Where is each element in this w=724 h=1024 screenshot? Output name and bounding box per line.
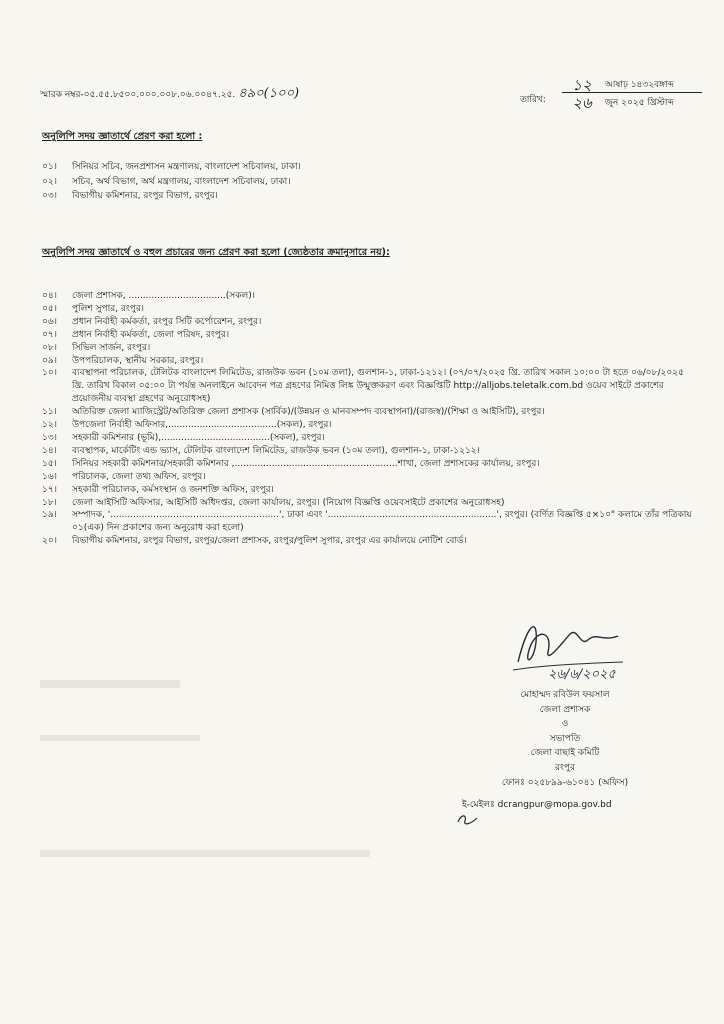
initial-mark-icon [455, 812, 481, 828]
list-item: ০৪। জেলা প্রশাসক, ..................................(সকল)। [42, 291, 255, 301]
list-item: ১৭। সহকারী পরিচালক, কর্মসংস্থান ও জনশক্তি অফিস, রংপুর। [42, 484, 274, 495]
memo-number: স্মারক নম্বর-০৫.৫৫.৮৫০০.০০০.০০৮.০৬.০০৪৭.২৫. ৪৯০(১০০) [40, 86, 300, 101]
list-item: ০৫। পুলিশ সুপার, রংপুর। [42, 303, 145, 314]
signer-title2: সভাপতি [549, 733, 581, 744]
list-item: ১৮। জেলা আইসিটি অফিসার, আইসিটি অধিদপ্তর, জেলা কার্যালয়, রংপুর। (নিয়োগ বিজ্ঞপ্তি ওয়েবসাইটে প্রকাশের অনুরোধসহ) [42, 497, 505, 508]
section2-heading: অনুলিপি সদয় জ্ঞাতার্থে ও বহুল প্রচারের জন্য প্রেরণ করা হলো (জ্যেষ্ঠতার ক্রমানুসারে নয়): [42, 247, 390, 258]
list-item: ০৬। প্রধান নির্বাহী কর্মকর্তা, রংপুর সিটি কর্পোরেশন, রংপুর। [42, 316, 262, 327]
signer-and: ও [561, 719, 569, 730]
signer-place: রংপুর [555, 762, 575, 773]
list-item: ১৪। ব্যবস্থাপক, মার্কেটিং এন্ড ভ্যাস, টেলিটক বাংলাদেশ লিমিটেড, রাজউক ভবন (১০ম তলা), গুলশান-১, ঢাকা-১২১২। [42, 445, 480, 456]
section2-list [42, 290, 692, 548]
bleed-through-mark [40, 850, 370, 857]
handwritten-memo-suffix: ৪৯০(১০০) [238, 86, 300, 101]
signer-title: জেলা প্রশাসক [539, 704, 591, 715]
list-item: ১০। ব্যবস্থাপনা পরিচালক, টেলিটক বাংলাদেশ লিমিটেড, রাজউক ভবন (১০ম তলা), গুলশান-১, ঢাকা-১২১২। (০৭/০৭/২০২৫ খ্রি. তারিখ সকাল ১০:০০ টা হতে ০৬/০৮/২০২৫ খ্রি. তারিখ বিকাল ০৫:০০ টা পর্যন্ত অনলাইনে আবেদন পত্র গ্রহণের নিমিত্ত লিঙ্ক উন্মুক্তকরণ এবং বিজ্ঞপ্তিটি http://alljobs.teletalk.com.bd ওয়েব সাইটে প্রকাশের প্রয়োজনীয় ব্যবস্থা গ্রহণের অনুরোধসহ) [42, 368, 684, 405]
list-item: ১৩। সহকারী কমিশনার (ভূমি),......................................(সকল), রংপুর। [42, 432, 325, 443]
bangla-calendar-label: আষাঢ় ১৪৩২বঙ্গাব্দ [604, 80, 675, 90]
list-item: ০৩। বিভাগীয় কমিশনার, রংপুর বিভাগ, রংপুর। [42, 191, 218, 201]
bleed-through-mark [40, 735, 200, 741]
signature-date: ২৬/৬/২০২৫ [548, 667, 616, 682]
list-item: ২০। বিভাগীয় কমিশনার, রংপুর বিভাগ, রংপুর/জেলা প্রশাসক, রংপুর/পুলিশ সুপার, রংপুর এর কার্যালয়ে নোটিশ বোর্ড। [42, 536, 467, 547]
date-bangla [562, 74, 702, 93]
section1-list [42, 160, 692, 204]
list-item: ১১। অতিরিক্ত জেলা ম্যাজিস্ট্রেট/অতিরিক্ত জেলা প্রশাসক (সার্বিক)/(উন্নয়ন ও মানবসম্পদ ব্যবস্থাপনা)/(রাজস্ব)/(শিক্ষা ও আইসিটি), রংপুর। [42, 407, 545, 418]
list-item: ১২। উপজেলা নির্বাহী অফিসার,......................................(সকল), রংপুর। [42, 420, 332, 431]
date-label: তারিখ: [520, 95, 546, 105]
signer-email: ই-মেইলঃ dcrangpur@mopa.gov.bd [462, 800, 612, 810]
signer-phone: ফোনঃ ০২৫৮৯৯-৬১০৪১ (অফিস) [501, 777, 629, 788]
list-item: ১৯। সম্পাদক, '...........................................................', ঢাকা এবং '...........................................................', রংপুর। (বর্ণিত বিজ্ঞপ্তি ৫×১০" কলামে তাঁর পত্রিকায় ০১(এক) দিন প্রকাশের জন্য অনুরোধ করা হলো) [42, 510, 692, 534]
handwritten-bangla-day: ১২ [572, 76, 592, 94]
list-item: ০২। সচিব, অর্থ বিভাগ, অর্থ মন্ত্রণালয়, বাংলাদেশ সচিবালয়, ঢাকা। [42, 176, 291, 187]
signer-block [460, 688, 670, 790]
date-gregorian [562, 92, 702, 110]
handwritten-greg-day: ২৬ [572, 94, 592, 112]
list-item: ০৭। প্রধান নির্বাহী কর্মকর্তা, জেলা পরিষদ, রংপুর। [42, 329, 230, 340]
signature-icon [508, 612, 628, 682]
gregorian-calendar-label: জুন ২০২৫ খ্রিস্টাব্দ [604, 98, 674, 108]
list-item: ০৮। সিভিল সার্জন, রংপুর। [42, 342, 151, 353]
signer-committee: জেলা বাছাই কমিটি [530, 748, 600, 759]
section1-heading: অনুলিপি সদয় জ্ঞাতার্থে প্রেরণ করা হলো : [42, 131, 203, 142]
list-item: ০৯। উপপরিচালক, স্থানীয় সরকার, রংপুর। [42, 355, 204, 366]
list-item: ১৬। পরিচালক, জেলা তথ্য অফিস, রংপুর। [42, 471, 206, 482]
bleed-through-mark [40, 680, 180, 688]
list-item: ০১। সিনিয়র সচিব, জনপ্রশাসন মন্ত্রণালয়, বাংলাদেশ সচিবালয়, ঢাকা। [42, 162, 301, 172]
signer-name: মোহাম্মদ রবিউল ফয়সাল [520, 690, 610, 700]
list-item: ১৫। সিনিয়র সহকারী কমিশনার/সহকারী কমিশনার ,.........................................................শাখা, জেলা প্রশাসকের কার্যালয়, রংপুর। [42, 458, 540, 469]
